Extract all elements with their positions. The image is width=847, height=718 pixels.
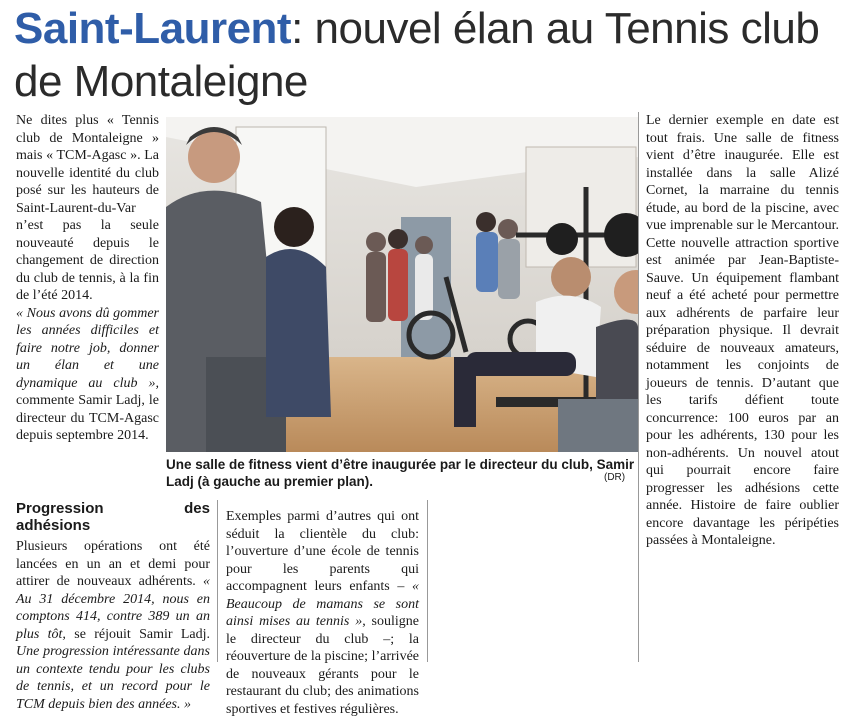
article-paragraph-3 bbox=[226, 508, 419, 718]
quote-mothers-tennis: « Beaucoup de mamans se sont ainsi mises au tennis » bbox=[226, 579, 419, 629]
column-divider bbox=[217, 500, 218, 662]
article-paragraph-1-quote bbox=[16, 305, 159, 445]
article-paragraph-3-end: , souligne le directeur du club –; la réouverture de la piscine; l’arrivée de nouveaux gérants pour le restaurant du club; des animations sportives et festives régulières. bbox=[226, 614, 419, 717]
article-paragraph-1: Ne dites plus « Tennis club de Montaleigne » mais « TCM-Agasc ». La nouvelle identité du club posé sur les hauteurs de Saint-Laurent-du-Var n’est pas la seule nouveauté depuis le changement de direction du club de tennis, à la fin de l’été 2014. bbox=[16, 113, 159, 303]
fitness-room-photo bbox=[166, 117, 638, 452]
column-divider bbox=[638, 112, 639, 662]
article-column-2 bbox=[16, 500, 210, 713]
headline-kicker: Saint-Laurent bbox=[14, 4, 292, 53]
article-paragraph-2 bbox=[16, 538, 210, 713]
quote-samir-ladj: « Nous avons dû gommer les années difficiles et faire notre job, donner un élan et une dynamique au club », bbox=[16, 305, 159, 391]
quote-membership-count: « Au 31 décembre 2014, nous en comptons 414, contre 389 un an plus tôt, bbox=[16, 574, 210, 642]
article-column-3 bbox=[226, 508, 419, 718]
headline-title: : nouvel élan au Tennis club de Montaleigne bbox=[14, 4, 820, 106]
photo-credit: (DR) bbox=[604, 472, 626, 483]
article-paragraph-2-lead: Plusieurs opérations ont été lancées en un an et demi pour attirer de nouveaux adhérents. bbox=[16, 539, 210, 589]
article-column-5 bbox=[646, 112, 839, 550]
article-paragraph-2-mid: se réjouit Samir Ladj. bbox=[65, 626, 210, 642]
subheading-progression: Progression des adhésions bbox=[16, 500, 210, 534]
headline bbox=[14, 2, 844, 108]
article-column-1 bbox=[16, 112, 159, 445]
quote-progression: Une progression intéressante dans un contexte tendu pour les clubs de tennis, et un record pour le TCM depuis bien des années. » bbox=[16, 644, 210, 712]
photo-caption: Une salle de fitness vient d’être inaugurée par le directeur du club, Samir Ladj (à gauche au premier plan). bbox=[166, 457, 635, 489]
column-divider bbox=[427, 500, 428, 662]
article-paragraph-4: Le dernier exemple en date est tout frais. Une salle de fitness vient d’être inaugurée. Elle est installée dans la salle Alizé Cornet, la marraine du tennis étude, au bord de la piscine, avec vue imprenable sur le Mercantour. Cette nouvelle attraction sportive est animée par Jean-Baptiste-Sauve. Un équipement flambant neuf a été acheté pour permettre aux adhérents de parfaire leur préparation physique. Il devrait séduire de nouveaux amateurs, notamment les conjoints de joueurs de tennis. D’autant que les tarifs défient toute concurrence: 100 euros par an pour les adhérents, 130 pour les non-adhérents. Un nouvel atout qui pourrait encore faire progresser les adhésions cette année. Histoire de faire oublier encore davantage les péripéties passées à Montaleigne. bbox=[646, 113, 839, 548]
article-paragraph-1-end: commente Samir Ladj, le directeur du TCM-Agasc depuis septembre 2014. bbox=[16, 393, 159, 443]
article-paragraph-3-lead: Exemples parmi d’autres qui ont séduit la clientèle du club: l’ouverture d’une école de tennis pour les parents qui accompagnent leurs enfants – bbox=[226, 509, 419, 594]
